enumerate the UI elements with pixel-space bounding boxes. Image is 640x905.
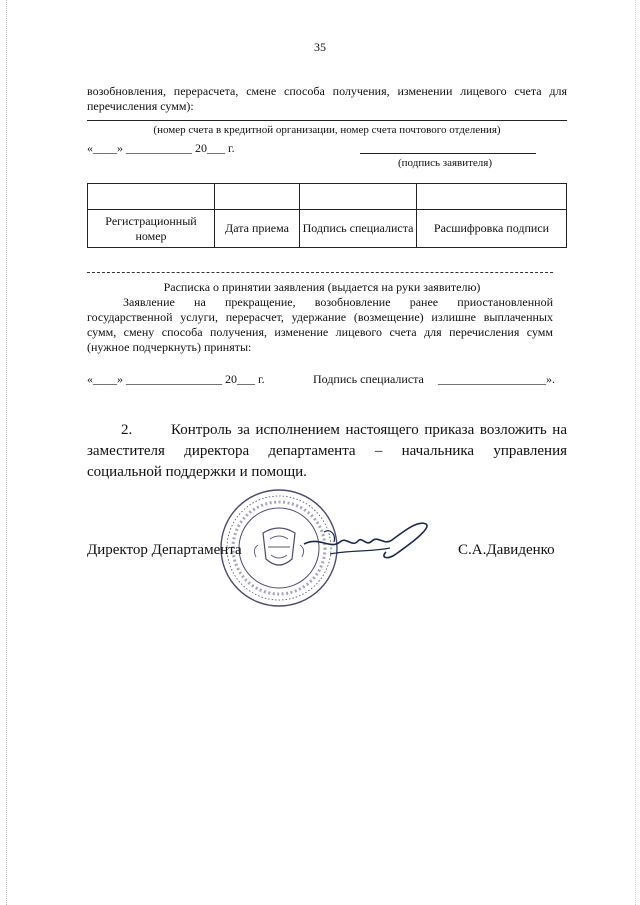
signature-caption: (подпись заявителя)	[397, 157, 493, 169]
top-paragraph: возобновления, перерасчета, смене способа получения, изменении лицевого счета для перечисления сумм):	[87, 84, 567, 113]
table-row	[88, 184, 567, 210]
registration-table	[87, 183, 567, 248]
header-signature-decoding: Расшифровка подписи	[417, 210, 567, 248]
receipt-title: Расписка о принятии заявления (выдается на руки заявителю)	[163, 280, 481, 294]
header-date: Дата приема	[215, 210, 300, 248]
table-cell	[215, 184, 300, 210]
table-cell	[417, 184, 567, 210]
page-number: 35	[314, 40, 326, 54]
table-cell	[300, 184, 417, 210]
table-row	[88, 210, 567, 248]
receipt-body: Заявление на прекращение, возобновление ранее приостановленной государственной услуги, перерасчет, удержание (возмещение) излишне выплаченных сумм, смену способа получения, изменение лицевого счета для перечисления сумм (нужное подчеркнуть) приняты:	[87, 295, 553, 354]
item-text: Контроль за исполнением настоящего приказа возложить на заместителя директора департамента – начальника управления социальной поддержки и помощи.	[87, 422, 567, 480]
receipt-date-line: «____» ________________ 20___ г.	[87, 372, 265, 386]
specialist-line: __________________».	[438, 372, 555, 386]
scan-right-margin	[635, 0, 636, 905]
scan-left-margin	[6, 0, 7, 905]
table-cell	[88, 184, 215, 210]
header-specialist-signature: Подпись специалиста	[300, 210, 417, 248]
signature-icon	[300, 514, 440, 564]
cut-line	[87, 272, 553, 273]
header-reg-number: Регистрационный номер	[88, 210, 215, 248]
specialist-label: Подпись специалиста	[313, 372, 424, 386]
item-number: 2.	[121, 422, 133, 438]
account-line	[87, 120, 567, 121]
account-caption: (номер счета в кредитной организации, номер счета почтового отделения)	[153, 124, 501, 136]
signoff-position: Директор Департамента	[87, 542, 242, 558]
signoff-name: С.А.Давиденко	[458, 542, 555, 558]
signature-line	[360, 153, 536, 154]
date-line: «____» ___________ 20___ г.	[87, 141, 235, 155]
